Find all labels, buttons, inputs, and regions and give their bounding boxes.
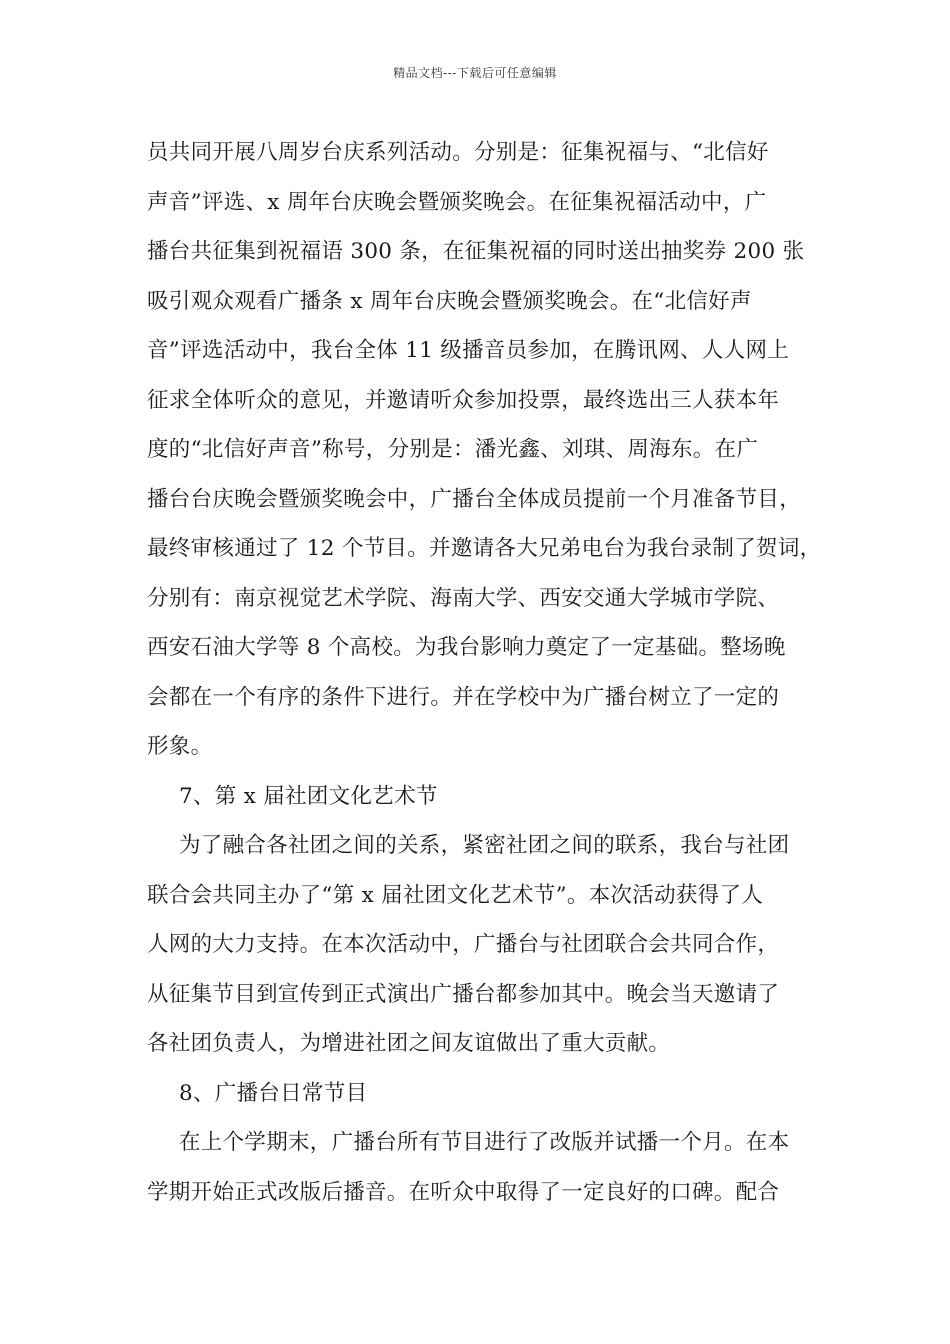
page-header: 精品文档---下载后可任意编辑 [393, 66, 557, 80]
text-line: 员共同开展八周岁台庆系列活动。分别是：征集祝福与、“北信好 [147, 140, 769, 165]
text-line: 学期开始正式改版后播音。在听众中取得了一定良好的口碑。配合 [147, 1179, 780, 1205]
document-body [147, 128, 822, 1217]
text-line: 吸引观众观看广播条 x 周年台庆晚会暨颁奖晚会。在“北信好声 [147, 288, 752, 314]
text-line: 7、第 x 届社团文化艺术节 [179, 783, 438, 809]
text-line: 形象。 [147, 734, 213, 759]
text-line: 最终审核通过了 12 个节目。并邀请各大兄弟电台为我台录制了贺词， [147, 536, 822, 561]
text-line: 声音”评选、x 周年台庆晚会暨颁奖晚会。在征集祝福活动中，广 [147, 189, 767, 215]
text-line: 征求全体听众的意见，并邀请听众参加投票，最终选出三人获本年 [147, 387, 780, 413]
text-line: 联合会共同主办了“第 x 届社团文化艺术节”。本次活动获得了人 [147, 882, 764, 908]
text-line: 音”评选活动中，我台全体 11 级播音员参加，在腾讯网、人人网上 [147, 338, 790, 363]
text-line: 各社团负责人，为增进社团之间友谊做出了重大贡献。 [147, 1031, 671, 1056]
text-line: 分别有：南京视觉艺术学院、海南大学、西安交通大学城市学院、 [147, 585, 780, 611]
text-line: 会都在一个有序的条件下进行。并在学校中为广播台树立了一定的 [147, 684, 780, 710]
text-line: 度的“北信好声音”称号，分别是：潘光鑫、刘琪、周海东。在广 [147, 437, 759, 462]
text-line: 为了融合各社团之间的关系，紧密社团之间的联系，我台与社团 [179, 833, 790, 858]
text-line: 在上个学期末，广播台所有节目进行了改版并试播一个月。在本 [179, 1130, 790, 1155]
text-line: 8、广播台日常节目 [179, 1080, 368, 1106]
text-line: 从征集节目到宣传到正式演出广播台都参加其中。晚会当天邀请了 [147, 981, 780, 1007]
text-line: 西安石油大学等 8 个高校。为我台影响力奠定了一定基础。整场晚 [147, 635, 786, 660]
text-line: 人网的大力支持。在本次活动中，广播台与社团联合会共同合作， [147, 932, 780, 957]
text-line: 播台共征集到祝福语 300 条，在征集祝福的同时送出抽奖券 200 张 [147, 239, 805, 264]
text-line: 播台台庆晚会暨颁奖晚会中，广播台全体成员提前一个月准备节目， [147, 486, 802, 512]
